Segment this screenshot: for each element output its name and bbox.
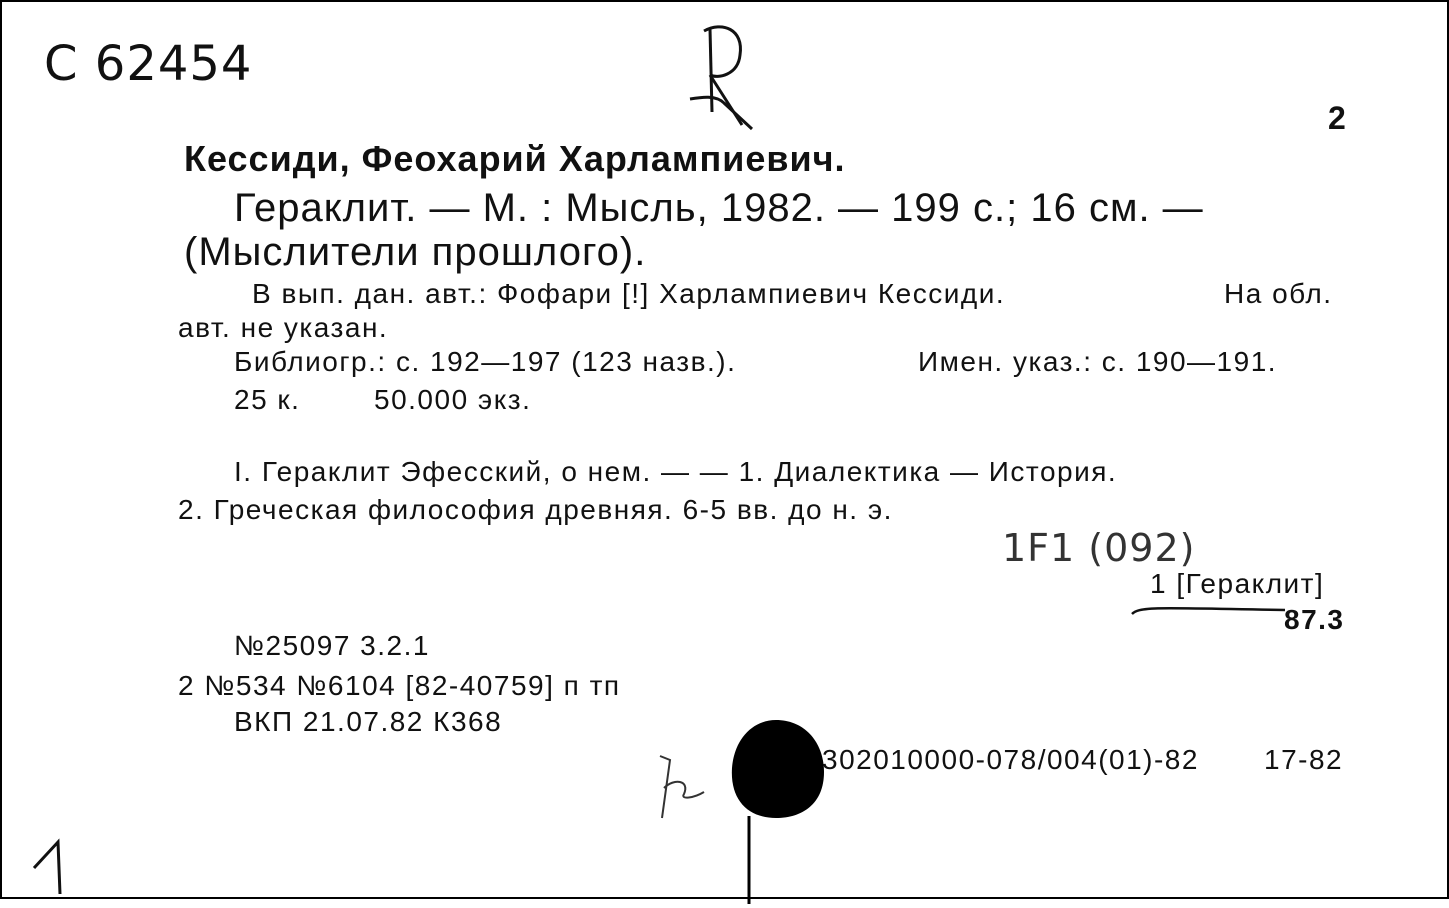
classification-number: 87.3: [1284, 604, 1345, 635]
name-index-note: Имен. указ.: с. 190—191.: [918, 346, 1278, 377]
record-line-3: ВКП 21.07.82 К368: [234, 706, 503, 737]
series-statement: (Мыслители прошлого).: [184, 230, 647, 274]
subject-headings-line2: 2. Греческая философия древняя. 6-5 вв. до н. э.: [178, 494, 893, 525]
record-number: №25097 3.2.1: [234, 630, 430, 661]
punch-hole: [724, 718, 828, 908]
cover-note: На обл.: [1224, 278, 1333, 309]
order-code: 17-82: [1264, 744, 1344, 775]
title-statement: Гераклит. — М. : Мысль, 1982. — 199 с.; 16 см. —: [234, 186, 1204, 230]
copies-count: 50.000 экз.: [374, 384, 532, 415]
card-number: 2: [1328, 100, 1346, 136]
underline-stroke: [1130, 604, 1290, 618]
handwritten-r-mark: [682, 17, 762, 132]
heading-index: 1 [Гераклит]: [1150, 568, 1325, 599]
bibliography-note: Библиогр.: с. 192—197 (123 назв.).: [234, 346, 737, 377]
record-line-2: 2 №534 №6104 [82-40759] п тп: [178, 670, 621, 701]
call-number: С 62454: [44, 36, 253, 92]
author-heading: Кессиди, Феохарий Харлампиевич.: [184, 138, 846, 179]
author-name-note-cont: авт. не указан.: [178, 312, 389, 343]
handwritten-mark: [650, 750, 710, 822]
subject-headings-line1: I. Гераклит Эфесский, о нем. — — 1. Диалектика — История.: [234, 456, 1118, 487]
isbn-code: 302010000-078/004(01)-82: [822, 744, 1199, 775]
author-name-note: В вып. дан. авт.: Фофари [!] Харлампиевич Кессиди.: [252, 278, 1006, 309]
price: 25 к.: [234, 384, 301, 415]
handwritten-corner-number: [30, 838, 70, 898]
handwritten-classification: 1F1 (092): [1002, 526, 1196, 570]
